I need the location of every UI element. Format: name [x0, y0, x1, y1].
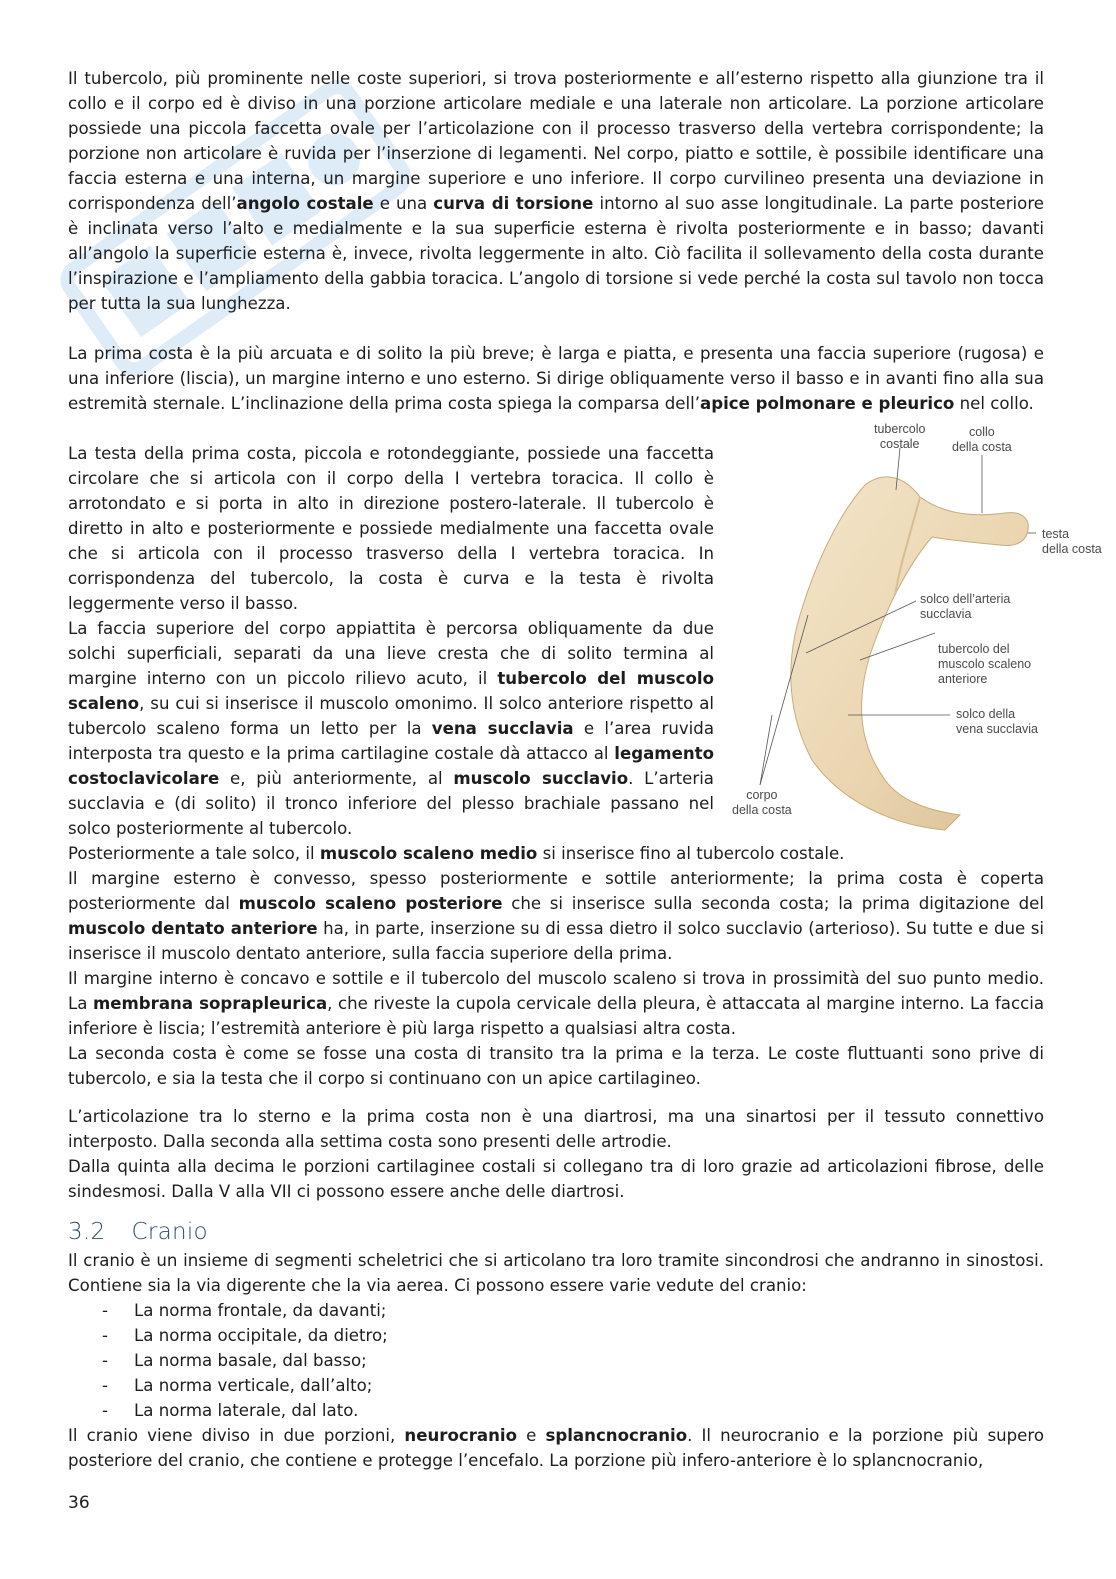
text-run: . L’arteria succlavia e (di solito) il tronco inferiore del plesso brachiale passano nel solco posteriormente al tubercolo. — [68, 769, 714, 838]
label-solco-arteria: solco dell’arteria succlavia — [920, 592, 1011, 621]
section-heading — [68, 1219, 208, 1245]
term-membrana-soprapleurica: membrana soprapleurica — [92, 994, 328, 1013]
paragraph-sindesmosi: Dalla quinta alla decima le porzioni cartilaginee costali si collegano tra di loro grazie ad articolazioni fibrose, delle sindesmosi. Dalla V alla VII ci possono essere anche delle diartrosi. — [68, 1157, 1044, 1201]
text-block-margini — [68, 841, 1044, 1091]
label-tubercolo-costale: tubercolo costale — [874, 422, 926, 451]
text-run: Il margine esterno è convesso, spesso posteriormente e sottile anteriormente; la prima costa è coperta posteriormente dal — [68, 869, 1044, 913]
term-curva-torsione: curva di torsione — [433, 194, 594, 213]
text-run: La faccia superiore del corpo appiattita è percorsa obliquamente da due solchi superficiali, separati da una lieve cresta che di solito termina al margine interno con un piccolo rilievo acuto, il — [68, 619, 714, 688]
paragraph-seconda-costa: La seconda costa è come se fosse una costa di transito tra la prima e la terza. Le coste fluttuanti sono prive di tubercolo, e sia la testa che il corpo si continuano con un apice cartilagineo. — [68, 1044, 1044, 1088]
paragraph-testa: La testa della prima costa, piccola e rotondeggiante, possiede una faccetta circolare che si articola con il corpo della I vertebra toracica. Il collo è arrotondato e si porta in alto in direzione postero-laterale. Il tubercolo è diretto in alto e posteriormente e possiede medialmente una faccetta ovale che si articola con il processo trasverso della I vertebra toracica. In corrispondenza del tubercolo, la costa è curva e la testa è rivolta leggermente verso il basso. — [68, 444, 714, 613]
text-run: e una — [373, 194, 434, 213]
rib-illustration — [720, 415, 1116, 835]
list-item: - La norma occipitale, da dietro; — [68, 1323, 1044, 1348]
term-apice-polmonare: apice polmonare e pleurico — [700, 394, 955, 413]
term-legamento-costoclavicolare: legamento costoclavicolare — [68, 744, 714, 788]
text-block-cranio — [68, 1248, 1044, 1473]
paragraph-margine-interno — [68, 966, 1044, 1041]
label-collo-costa: collo della costa — [952, 425, 1012, 454]
text-run: Il tubercolo, più prominente nelle coste superiori, si trova posteriormente e all’esterno rispetto alla giunzione tra il collo e il corpo ed è diviso in una porzione articolare mediale e una laterale non articolare. La porzione articolare possiede una piccola faccetta ovale per l’articolazione con il processo trasverso della vertebra corrispondente; la porzione non articolare è ruvida per l’inserzione di legamenti. Nel corpo, piatto e sottile, è possibile identificare una faccia esterna e una interna, un margine superiore e uno inferiore. Il corpo curvilineo presenta una deviazione in corrispondenza dell’ — [68, 69, 1044, 213]
term-vena-succlavia: vena succlavia — [431, 719, 574, 738]
first-rib-figure — [720, 415, 1116, 835]
label-testa-costa: testa della costa — [1042, 527, 1102, 556]
paragraph-tubercolo — [68, 66, 1044, 316]
page-number: 36 — [68, 1493, 90, 1513]
term-tubercolo-scaleno: tubercolo del muscolo scaleno — [68, 669, 714, 713]
text-run: Posteriormente a tale solco, il — [68, 844, 320, 863]
list-item: - La norma basale, dal basso; — [68, 1348, 1044, 1373]
term-splancnocranio: splancnocranio — [545, 1426, 688, 1445]
label-tubercolo-scaleno: tubercolo del muscolo scaleno anteriore — [938, 642, 1032, 686]
text-run: . Il neurocranio e la porzione più supero posteriore del cranio, che contiene e protegge l’encefalo. La porzione più infero-anteriore è lo splancnocranio, — [68, 1426, 1044, 1470]
text-run: Il cranio viene diviso in due porzioni, — [68, 1426, 405, 1445]
label-solco-vena: solco della vena succlavia — [956, 707, 1038, 736]
text-run: che si inserisce sulla seconda costa; la prima digitazione del — [502, 894, 1044, 913]
paragraph-margine-esterno — [68, 866, 1044, 966]
list-item: - La norma laterale, dal lato. — [68, 1398, 1044, 1423]
term-neurocranio: neurocranio — [404, 1426, 517, 1445]
text-run: , su cui si inserisce il muscolo omonimo. Il solco anteriore rispetto al tubercolo scaleno forma un letto per la — [68, 694, 714, 738]
paragraph-scaleno-medio — [68, 841, 1044, 866]
text-run: nel collo. — [954, 394, 1034, 413]
term-dentato-anteriore: muscolo dentato anteriore — [68, 919, 318, 938]
term-scaleno-posteriore: muscolo scaleno posteriore — [238, 894, 503, 913]
text-run: intorno al suo asse longitudinale. La parte posteriore è inclinata verso l’alto e medialmente e la sua superficie esterna è rivolta posteriormente e in basso; davanti all’angolo la superficie esterna è, invece, rivolta leggermente in alto. Ciò facilita il sollevamento della costa durante l’inspirazione e l’ampliamento della gabbia toracica. L’angolo di torsione si vede perché la costa sul tavolo non tocca per tutta la sua lunghezza. — [68, 194, 1044, 313]
text-run: , che riveste la cupola cervicale della pleura, è attaccata al margine interno. La faccia inferiore è liscia; l’estremità anteriore è più larga rispetto a qualsiasi altra costa. — [68, 994, 1044, 1038]
label-corpo-costa: corpo della costa — [732, 788, 792, 817]
text-block-articolazioni — [68, 1104, 1044, 1204]
section-number: 3.2 — [68, 1219, 106, 1245]
paragraph-articolazione-sterno: L’articolazione tra lo sterno e la prima costa non è una diartrosi, ma una sinartosi per il tessuto connettivo interposto. Dalla seconda alla settima costa sono presenti delle artrodie. — [68, 1107, 1044, 1151]
text-run: e l’area ruvida interposta tra questo e la prima cartilagine costale dà attacco al — [68, 719, 714, 763]
text-run: La prima costa è la più arcuata e di solito la più breve; è larga e piatta, e presenta una faccia superiore (rugosa) e una inferiore (liscia), un margine interno e uno esterno. Si dirige obliquamente verso il basso e in avanti fino alla sua estremità sternale. L’inclinazione della prima costa spiega la comparsa dell’ — [68, 344, 1044, 413]
text-run: e — [516, 1426, 546, 1445]
text-run: Il margine interno è concavo e sottile e il tubercolo del muscolo scaleno si trova in prossimità del suo punto medio. La — [68, 969, 1044, 1013]
term-angolo-costale: angolo costale — [236, 194, 374, 213]
term-muscolo-succlavio: muscolo succlavio — [453, 769, 629, 788]
paragraph-neurocranio — [68, 1423, 1044, 1473]
paragraph-cranio-intro: Il cranio è un insieme di segmenti scheletrici che si articolano tra loro tramite sincondrosi che andranno in sinostosi. Contiene sia la via digerente che la via aerea. Ci possono essere varie vedute del cranio: — [68, 1251, 1044, 1295]
paragraph-faccia-superiore — [68, 616, 714, 841]
term-scaleno-medio: muscolo scaleno medio — [319, 844, 538, 863]
section-title: Cranio — [131, 1219, 208, 1245]
text-run: si inserisce fino al tubercolo costale. — [537, 844, 845, 863]
text-run: ha, in parte, inserzione su di essa dietro il solco succlavio (arterioso). Su tutte e due si inserisce il muscolo dentato anteriore, sulla faccia superiore della prima. — [68, 919, 1044, 963]
list-item: - La norma frontale, da davanti; — [68, 1298, 1044, 1323]
paragraph-prima-costa — [68, 341, 1044, 416]
text-run: e, più anteriormente, al — [219, 769, 454, 788]
norme-list — [68, 1298, 1044, 1423]
column-left-text — [68, 441, 714, 841]
list-item: - La norma verticale, dall’alto; — [68, 1373, 1044, 1398]
